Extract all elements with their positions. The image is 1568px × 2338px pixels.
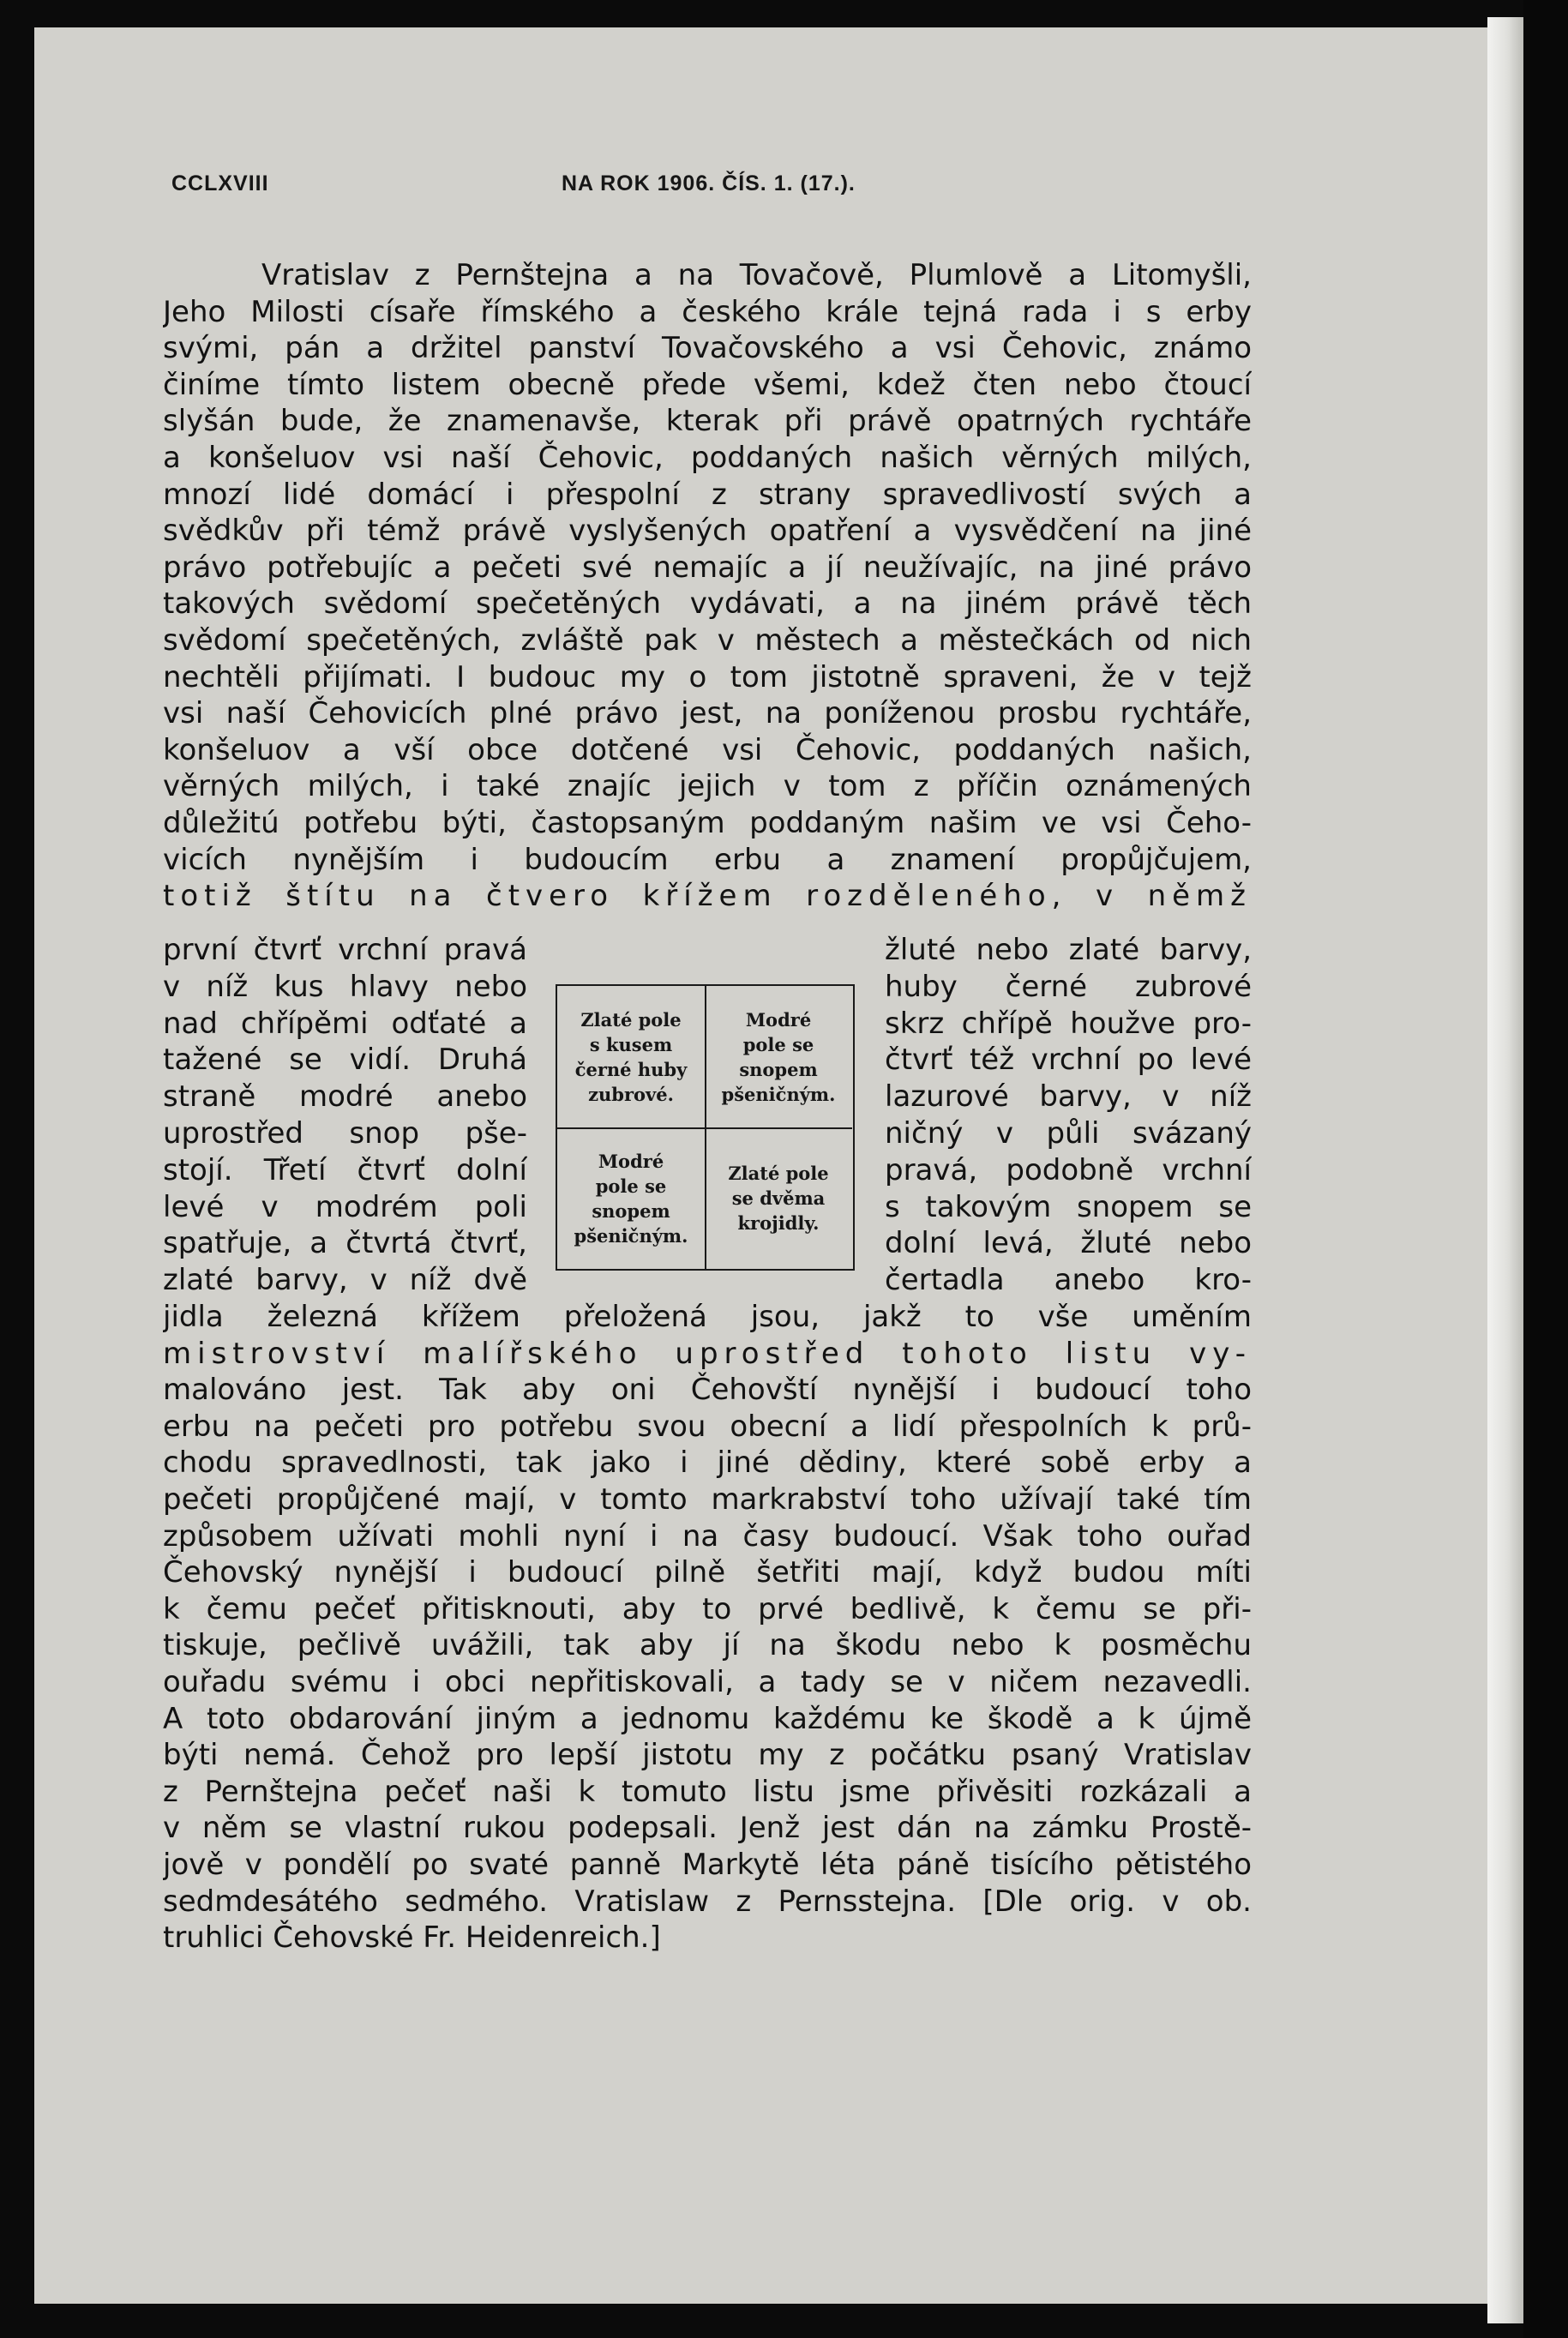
coat-label-line: Zlaté pole <box>728 1163 829 1184</box>
coat-label-line: pole se <box>742 1033 814 1055</box>
text-line: A toto obdarování jiným a jednomu každému ke škodě a k újmě <box>163 1701 1252 1736</box>
text-line: s takovým snopem se <box>885 1189 1252 1224</box>
coat-label-line: Modré <box>745 1008 812 1031</box>
text-line: straně modré anebo <box>163 1079 527 1115</box>
text-line: stojí. Třetí čtvrť dolní <box>163 1152 527 1187</box>
coat-label-line: snopem <box>739 1058 818 1080</box>
text-line: a konšeluov vsi naší Čehovic, poddaných našich věrných milých, <box>163 440 1252 475</box>
coat-quarter-lower-right <box>705 1127 852 1269</box>
charter-text-bottom <box>163 1299 1252 1956</box>
text-line: sedmdesátého sedmého. Vratislaw z Pernsstejna. [Dle orig. v ob. <box>163 1884 1252 1919</box>
coat-label-line: snopem <box>592 1199 670 1222</box>
text-line: čtvrť též vrchní po levé <box>885 1043 1252 1078</box>
text-line: chodu spravedlnosti, tak jako i jiné dědiny, které sobě erby a <box>163 1445 1252 1481</box>
text-line: býti nemá. Čehož pro lepší jistotu my z počátku psaný Vratislav <box>163 1738 1252 1773</box>
coat-label-line: se dvěma <box>731 1187 826 1209</box>
coat-label-line: pšeničným. <box>574 1224 688 1247</box>
text-line: pravá, podobně vrchní <box>885 1152 1252 1187</box>
text-line: dolní levá, žluté nebo <box>885 1226 1252 1261</box>
text-line: Vratislav z Pernštejna a na Tovačově, Plumlově a Litomyšli, <box>261 258 1252 292</box>
text-line: svými, pán a držitel panství Tovačovského a vsi Čehovic, známo <box>163 331 1252 366</box>
text-line: zlaté barvy, v níž dvě <box>163 1263 527 1298</box>
page-edge-strip <box>1487 17 1523 2323</box>
text-line: věrných milých, i také znajíc jejich v tom z příčin oznámených <box>163 769 1252 804</box>
text-line: konšeluov a vší obce dotčené vsi Čehovic, poddaných našich, <box>163 732 1252 767</box>
text-line: z Pernštejna pečeť naši k tomuto listu jsme přivěsiti rozkázali a <box>163 1774 1252 1809</box>
running-title: NA ROK 1906. ČÍS. 1. (17.). <box>562 171 856 195</box>
text-line: mnozí lidé domácí i přespolní z strany spravedlivostí svých a <box>163 477 1252 512</box>
text-line: důležitú potřebu býti, častopsaným poddaným našim ve vsi Čeho- <box>163 805 1252 840</box>
text-line: tiskuje, pečlivě uvážili, tak aby jí na škodu nebo k posměchu <box>163 1628 1252 1663</box>
text-column-right <box>885 932 1252 1299</box>
text-line: svědomí spečetěných, zvláště pak v městech a městečkách od nich <box>163 622 1252 658</box>
text-line: čertadla anebo kro- <box>885 1263 1252 1298</box>
text-line: uprostřed snop pše- <box>163 1115 527 1151</box>
text-line-spaced: mistrovství malířského uprostřed tohoto listu vy- <box>163 1336 1252 1371</box>
text-line: erbu na pečeti pro potřebu svou obecní a lidí přespolních k prů- <box>163 1409 1252 1444</box>
text-line: skrz chřípě houžve pro- <box>885 1006 1252 1041</box>
text-line: takových svědomí spečetěných vydávati, a na jiném právě těch <box>163 586 1252 622</box>
text-line: ničný v půli svázaný <box>885 1115 1252 1151</box>
text-line: činíme tímto listem obecně přede všemi, kdež čten nebo čtoucí <box>163 367 1252 402</box>
text-line: nad chřípěmi odťaté a <box>163 1006 527 1041</box>
text-line: žluté nebo zlaté barvy, <box>885 933 1252 967</box>
text-line: k čemu pečeť přitisknouti, aby to prvé bedlivě, k čemu se při- <box>163 1591 1252 1626</box>
text-line: jově v pondělí po svaté panně Markytě léta páně tisícího pětistého <box>163 1847 1252 1882</box>
text-line-spaced: totiž štítu na čtvero křížem rozděleného, v němž <box>163 879 1252 914</box>
coat-of-arms-diagram <box>556 984 855 1271</box>
coat-label-line: zubrové. <box>588 1083 674 1105</box>
coat-label-line: pole se <box>595 1175 667 1197</box>
text-line: levé v modrém poli <box>163 1189 527 1224</box>
text-line: jidla železná křížem přeložená jsou, jakž to vše uměním <box>163 1300 1252 1334</box>
text-line: huby černé zubrové <box>885 969 1252 1004</box>
text-line: v níž kus hlavy nebo <box>163 969 527 1004</box>
page-number: CCLXVIII <box>171 171 269 195</box>
text-line: malováno jest. Tak aby oni Čehovští nynější i budoucí toho <box>163 1373 1252 1408</box>
coat-quarter-upper-right <box>705 986 852 1129</box>
text-column-left <box>163 932 527 1299</box>
coat-quarter-lower-left <box>557 1127 706 1269</box>
text-line: vicích nynějším i budoucím erbu a znamení propůjčujem, <box>163 842 1252 877</box>
text-line-last: truhlici Čehovské Fr. Heidenreich.] <box>163 1920 661 1956</box>
coat-label-line: Zlaté pole <box>580 1008 682 1031</box>
coat-label-line: černé huby <box>574 1058 688 1080</box>
text-line: tažené se vidí. Druhá <box>163 1043 527 1078</box>
text-line: pečeti propůjčené mají, v tomto markrabství toho užívají také tím <box>163 1482 1252 1517</box>
text-line: první čtvrť vrchní pravá <box>163 933 527 967</box>
text-line: Čehovský nynější i budoucí pilně šetřiti mají, když budou míti <box>163 1555 1252 1590</box>
text-line: nechtěli přijímati. I budouc my o tom jistotně spraveni, že v tejž <box>163 659 1252 694</box>
text-line: právo potřebujíc a pečeti své nemajíc a jí neužívajíc, na jiné právo <box>163 550 1252 585</box>
text-line: lazurové barvy, v níž <box>885 1079 1252 1115</box>
charter-text-top <box>163 257 1252 915</box>
text-line: spatřuje, a čtvrtá čtvrť, <box>163 1226 527 1261</box>
coat-label-line: Modré <box>598 1150 664 1172</box>
running-header <box>171 171 1286 206</box>
text-line: způsobem užívati mohli nyní i na časy budoucí. Však toho ouřad <box>163 1518 1252 1554</box>
coat-label-line: s kusem <box>589 1033 673 1055</box>
scanner-dark-border <box>1523 0 1568 2338</box>
coat-label-line: krojidly. <box>737 1212 820 1234</box>
coat-quarter-upper-left <box>557 986 706 1129</box>
text-line: vsi naší Čehovicích plné právo jest, na poníženou prosbu rychtáře, <box>163 696 1252 731</box>
text-line: ouřadu svému i obci nepřitiskovali, a tady se v ničem nezavedli. <box>163 1664 1252 1699</box>
text-line: slyšán bude, že znamenavše, kterak při právě opatrných rychtáře <box>163 404 1252 439</box>
text-line: Jeho Milosti císaře římského a českého krále tejná rada i s erby <box>163 294 1252 329</box>
coat-label-line: pšeničným. <box>721 1083 836 1105</box>
text-line: svědkův při témž právě vyslyšených opatření a vysvědčení na jiné <box>163 514 1252 549</box>
text-line: v něm se vlastní rukou podepsali. Jenž jest dán na zámku Prostě- <box>163 1811 1252 1846</box>
